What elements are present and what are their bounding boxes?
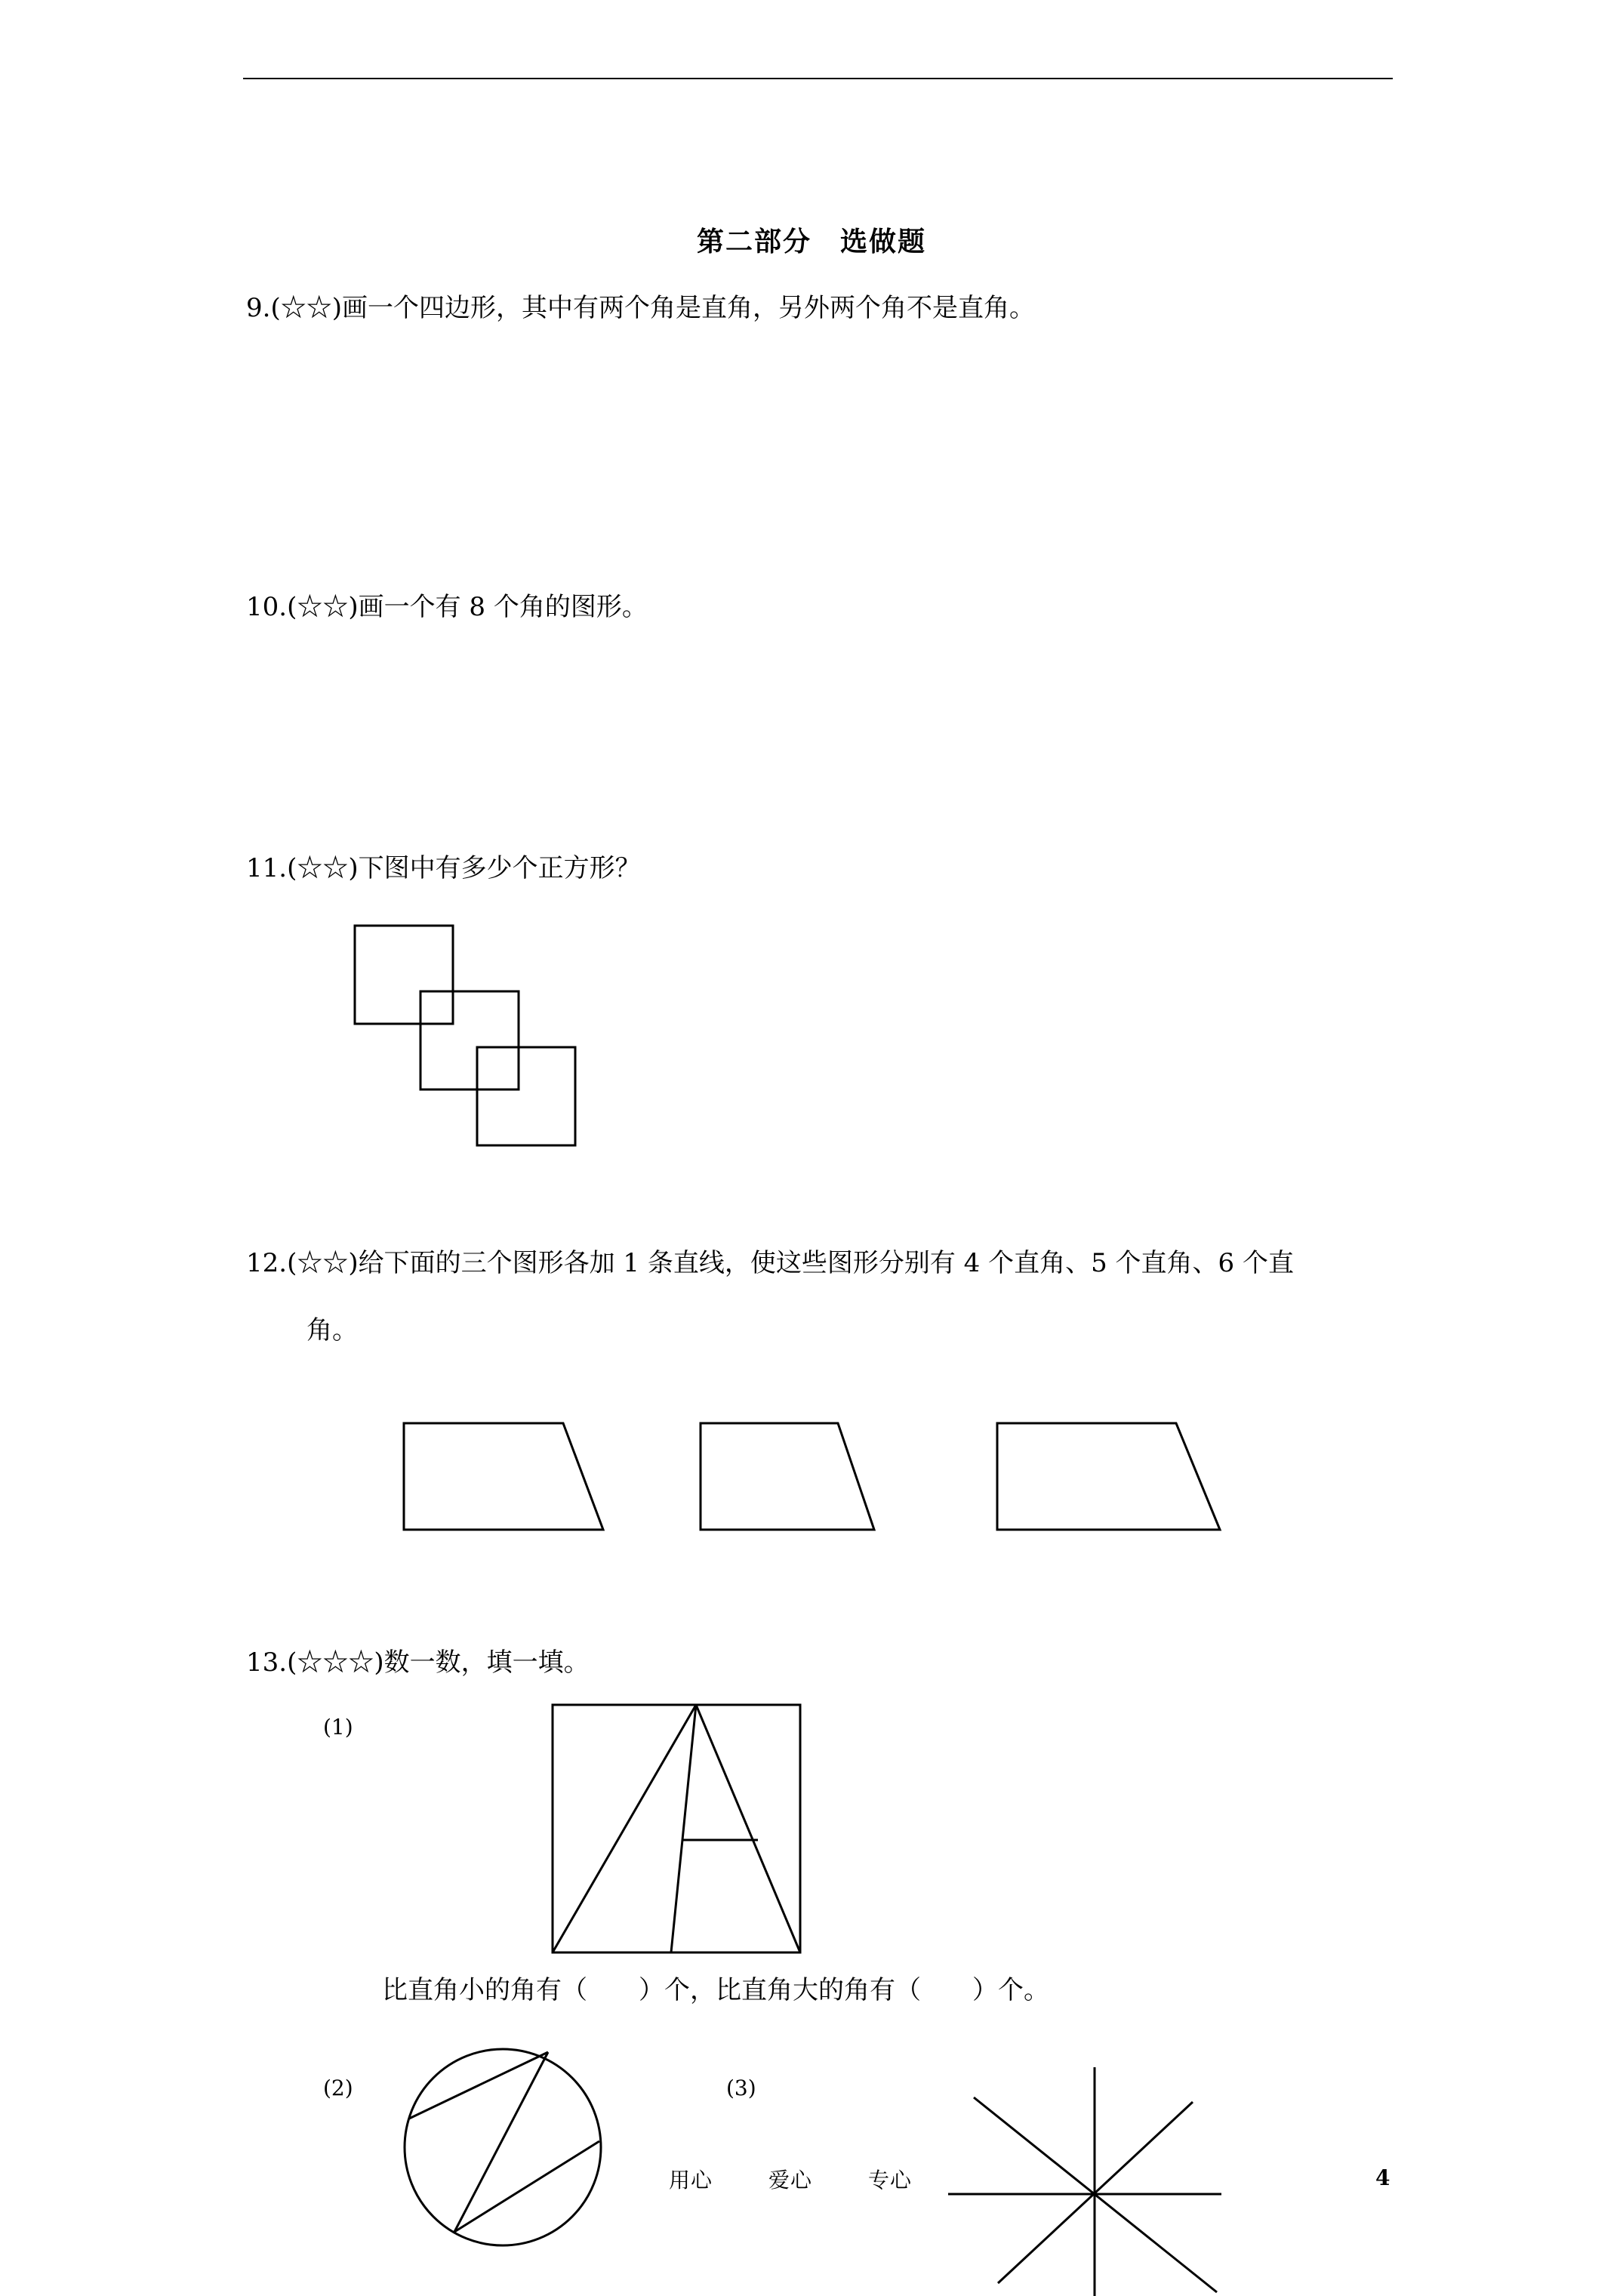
part-1-label: (1) — [323, 1715, 353, 1740]
difficulty-stars: (☆☆) — [270, 293, 342, 323]
question-number: 12. — [246, 1248, 288, 1278]
footer-motto-1: 用心 — [669, 2168, 713, 2193]
footer-motto-2: 爱心 — [768, 2168, 813, 2193]
question-number: 11. — [246, 853, 288, 883]
question-text: 数一数，填一填。 — [383, 1647, 590, 1678]
difficulty-stars: (☆☆) — [287, 592, 359, 622]
question-text: 画一个四边形，其中有两个角是直角，另外两个角不是直角。 — [341, 293, 1035, 323]
page-number: 4 — [1375, 2165, 1391, 2190]
difficulty-stars: (☆☆) — [287, 1248, 359, 1278]
question-text: 画一个有 8 个角的图形。 — [358, 592, 648, 622]
part-3-label: (3) — [726, 2076, 756, 2100]
section-title: 第二部分 选做题 — [696, 226, 926, 257]
part-2-label: (2) — [323, 2076, 353, 2100]
footer-motto-3: 专心 — [868, 2168, 913, 2193]
question-12-continuation: 角。 — [306, 1315, 358, 1345]
question-number: 9. — [246, 293, 271, 323]
difficulty-stars: (☆☆☆) — [287, 1647, 384, 1678]
question-number: 13. — [246, 1647, 288, 1678]
question-number: 10. — [246, 592, 288, 622]
question-text: 给下面的三个图形各加 1 条直线，使这些图形分别有 4 个直角、5 个直角、6 个直 — [358, 1248, 1294, 1278]
part-1-answer: 比直角小的角有（ ）个，比直角大的角有（ ）个。 — [382, 1975, 1049, 2005]
difficulty-stars: (☆☆) — [287, 853, 359, 883]
question-text: 下图中有多少个正方形？ — [358, 853, 641, 883]
